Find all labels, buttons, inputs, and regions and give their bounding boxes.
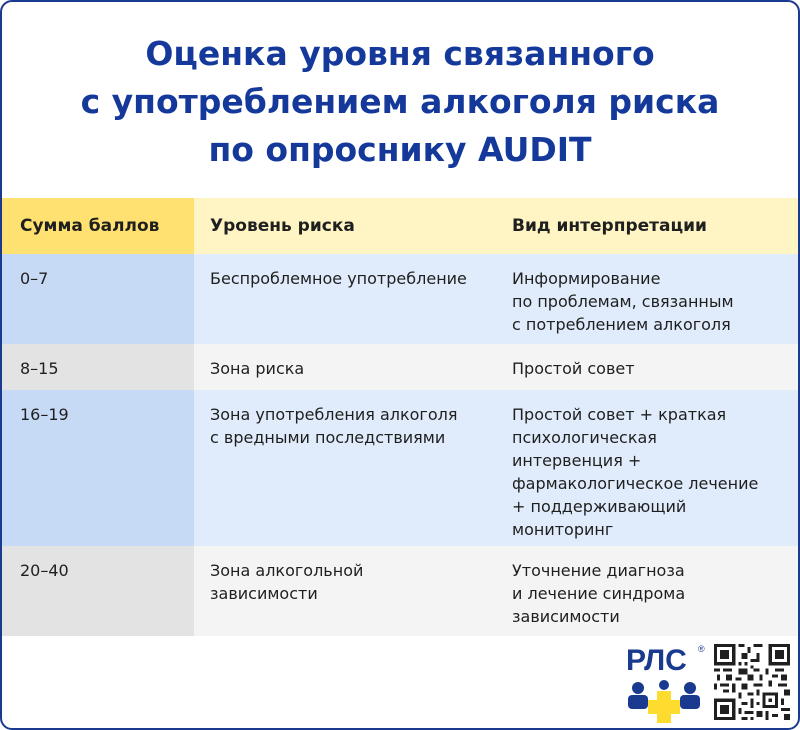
row-interpretation-line: по проблемам, связанным: [512, 292, 734, 311]
row-interpretation-line: Информирование: [512, 269, 661, 288]
audit-table: [2, 198, 798, 636]
row-risk-line: Зона употребления алкоголя: [210, 405, 458, 424]
table-row: [2, 254, 798, 344]
header-score: Сумма баллов: [2, 198, 194, 254]
table-row: [2, 390, 798, 546]
row-interpretation-line: Уточнение диагноза: [512, 561, 685, 580]
row-interpretation-line: фармакологическое лечение: [512, 474, 759, 493]
header-risk: Уровень риска: [194, 198, 496, 254]
page-title: [2, 30, 798, 174]
row-risk-line: с вредными последствиями: [210, 428, 446, 447]
row-interpretation-line: Простой совет + краткая: [512, 405, 727, 424]
rls-logo: [624, 644, 704, 724]
row-interpretation-line: психологическая: [512, 428, 657, 447]
rls-people-logo-icon: [624, 680, 704, 724]
row-risk-line: зависимости: [210, 584, 318, 603]
table-row: [2, 344, 798, 390]
header-interpretation: Вид интерпретации: [496, 198, 798, 254]
row-interpretation-line: мониторинг: [512, 520, 614, 539]
row-interpretation-line: зависимости: [512, 607, 620, 626]
title-line-1: Оценка уровня связанного: [145, 34, 655, 73]
title-line-3: по опроснику AUDIT: [208, 130, 592, 169]
row-score: 8–15: [20, 359, 59, 378]
row-interpretation-line: Простой совет: [512, 359, 635, 378]
row-score: 20–40: [20, 561, 69, 580]
title-line-2: с употреблением алкоголя риска: [80, 82, 720, 121]
row-risk-line: Беспроблемное употребление: [210, 269, 467, 288]
row-interpretation-line: с потреблением алкоголя: [512, 315, 731, 334]
row-risk-line: Зона риска: [210, 359, 305, 378]
qr-code-icon: [714, 644, 790, 720]
table-row: [2, 546, 798, 636]
row-score: 16–19: [20, 405, 69, 424]
table-header-row: [2, 198, 798, 254]
logo-registered-mark: ®: [698, 644, 705, 654]
row-risk-line: Зона алкогольной: [210, 561, 364, 580]
row-interpretation-line: + поддерживающий: [512, 497, 687, 516]
row-interpretation-line: и лечение синдрома: [512, 584, 686, 603]
logo-text: РЛС: [626, 644, 687, 677]
row-interpretation-line: интервенция +: [512, 451, 642, 470]
row-score: 0–7: [20, 269, 49, 288]
